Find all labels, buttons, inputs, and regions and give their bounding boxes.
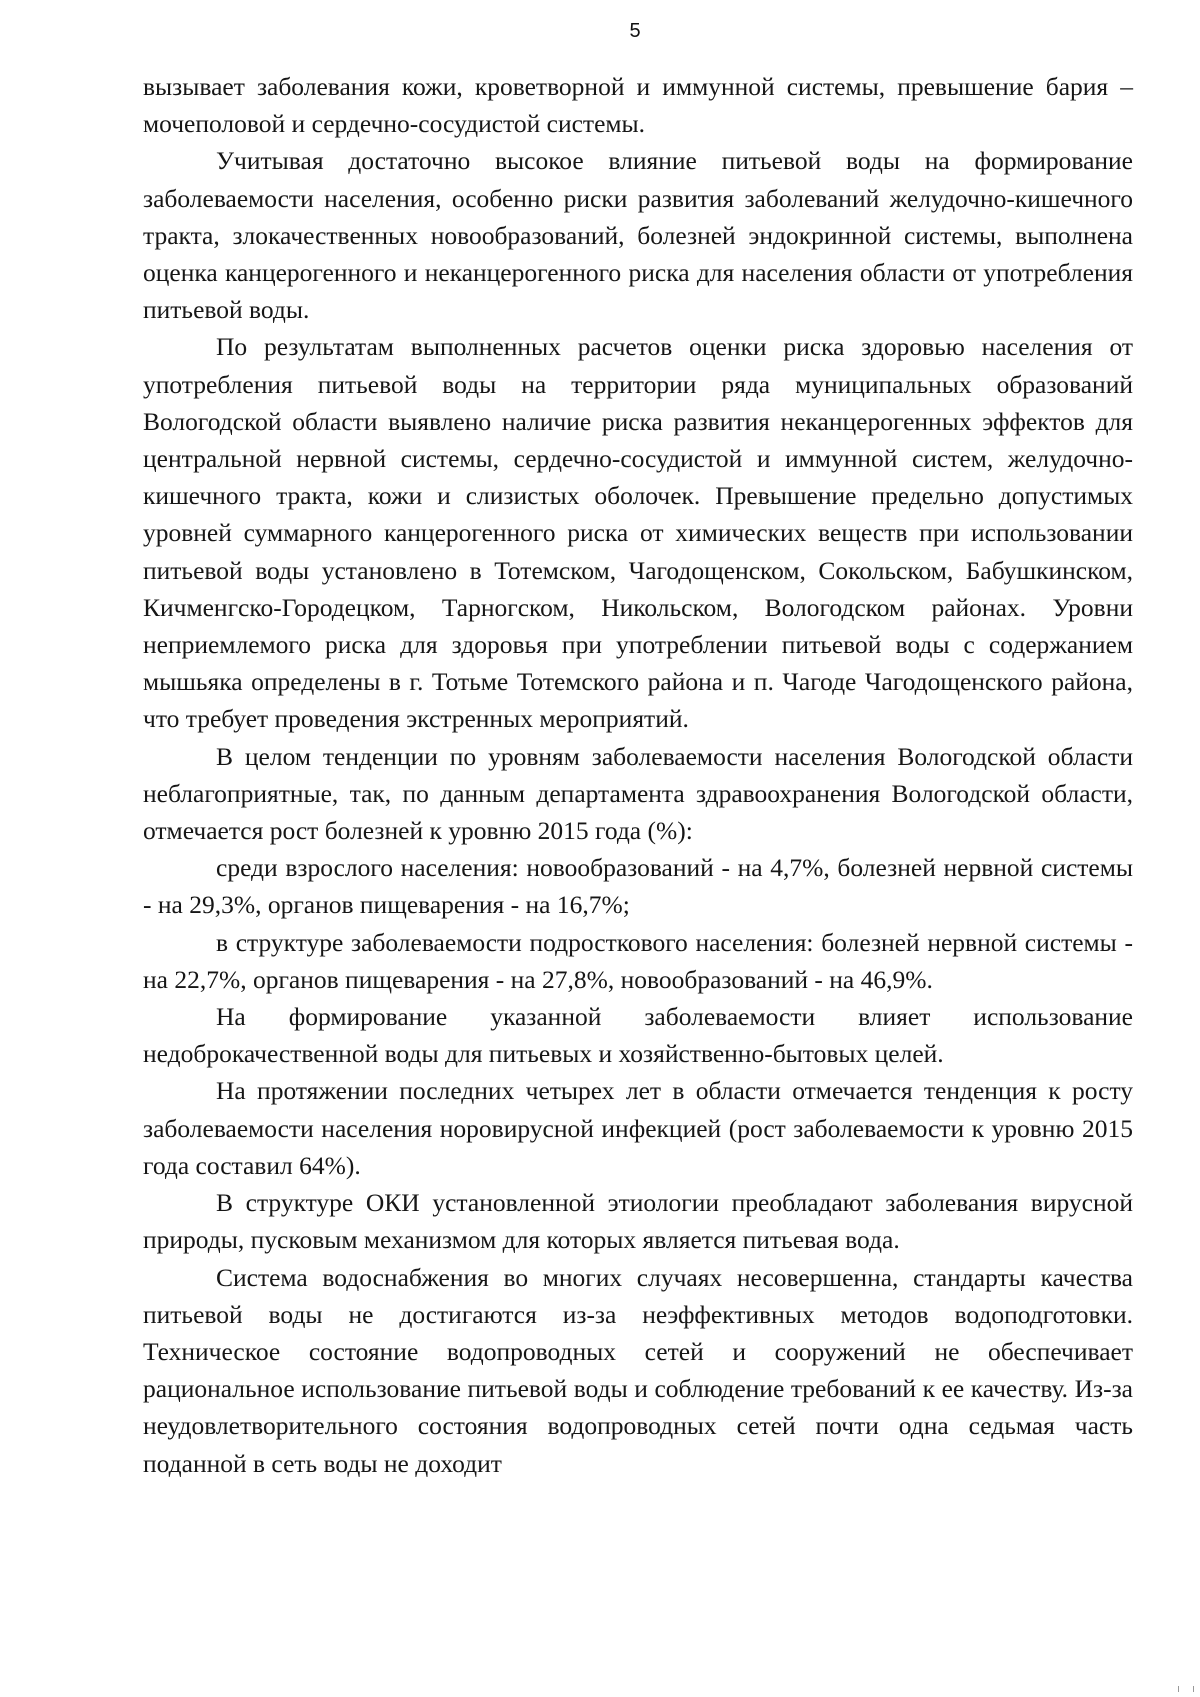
paragraph-10: Система водоснабжения во многих случаях несовершенна, стандарты качества питьевой воды не достигаются из-за неэффективных методов водоподготовки. Техническое состояние водопроводных сетей и сооружений не обеспечивает рациональное использование питьевой воды и соблюдение требований к ее качеству. Из-за неудовлетворительного состояния водопроводных сетей почти одна седьмая часть поданной в сеть воды не доходит	[143, 1262, 1133, 1478]
paragraph-8: На протяжении последних четырех лет в области отмечается тенденция к росту заболеваемости населения норовирусной инфекцией (рост заболеваемости к уровню 2015 года составил 64%).	[143, 1076, 1133, 1180]
paragraph-1: вызывает заболевания кожи, кроветворной и иммунной системы, превышение бария – мочеполовой и сердечно-сосудистой системы.	[143, 72, 1133, 139]
paragraph-6: в структуре заболеваемости подросткового населения: болезней нервной системы - на 22,7%, органов пищеварения - на 27,8%, новообразований - на 46,9%.	[143, 927, 1133, 994]
document-body	[143, 68, 1133, 1482]
paragraph-3: По результатам выполненных расчетов оценки риска здоровью населения от употребления питьевой воды на территории ряда муниципальных образований Вологодской области выявлено наличие риска развития неканцерогенных эффектов для центральной нервной системы, сердечно-сосудистой и иммунной систем, желудочно-кишечного тракта, кожи и слизистых оболочек. Превышение предельно допустимых уровней суммарного канцерогенного риска от химических веществ при использовании питьевой воды установлено в Тотемском, Чагодощенском, Сокольском, Бабушкинском, Кичменгско-Городецком, Тарногском, Никольском, Вологодском районах. Уровни неприемлемого риска для здоровья при употреблении питьевой воды с содержанием мышьяка определены в г. Тотьме Тотемского района и п. Чагоде Чагодощенского района, что требует проведения экстренных мероприятий.	[143, 332, 1133, 734]
paragraph-2: Учитывая достаточно высокое влияние питьевой воды на формирование заболеваемости населения, особенно риски развития заболеваний желудочно-кишечного тракта, злокачественных новообразований, болезней эндокринной системы, выполнена оценка канцерогенного и неканцерогенного риска для населения области от употребления питьевой воды.	[143, 146, 1133, 325]
page-number: 5	[629, 20, 641, 42]
paragraph-9: В структуре ОКИ установленной этиологии преобладают заболевания вирусной природы, пусковым механизмом для которых является питьевая вода.	[143, 1188, 1133, 1255]
paragraph-7: На формирование указанной заболеваемости влияет использование недоброкачественной воды для питьевых и хозяйственно-бытовых целей.	[143, 1002, 1133, 1069]
paragraph-4: В целом тенденции по уровням заболеваемости населения Вологодской области неблагоприятные, так, по данным департамента здравоохранения Вологодской области, отмечается рост болезней к уровню 2015 года (%):	[143, 741, 1133, 846]
paragraph-5: среди взрослого населения: новообразований - на 4,7%, болезней нервной системы - на 29,3%, органов пищеварения - на 16,7%;	[143, 853, 1133, 920]
scan-artifact	[1178, 1686, 1194, 1692]
